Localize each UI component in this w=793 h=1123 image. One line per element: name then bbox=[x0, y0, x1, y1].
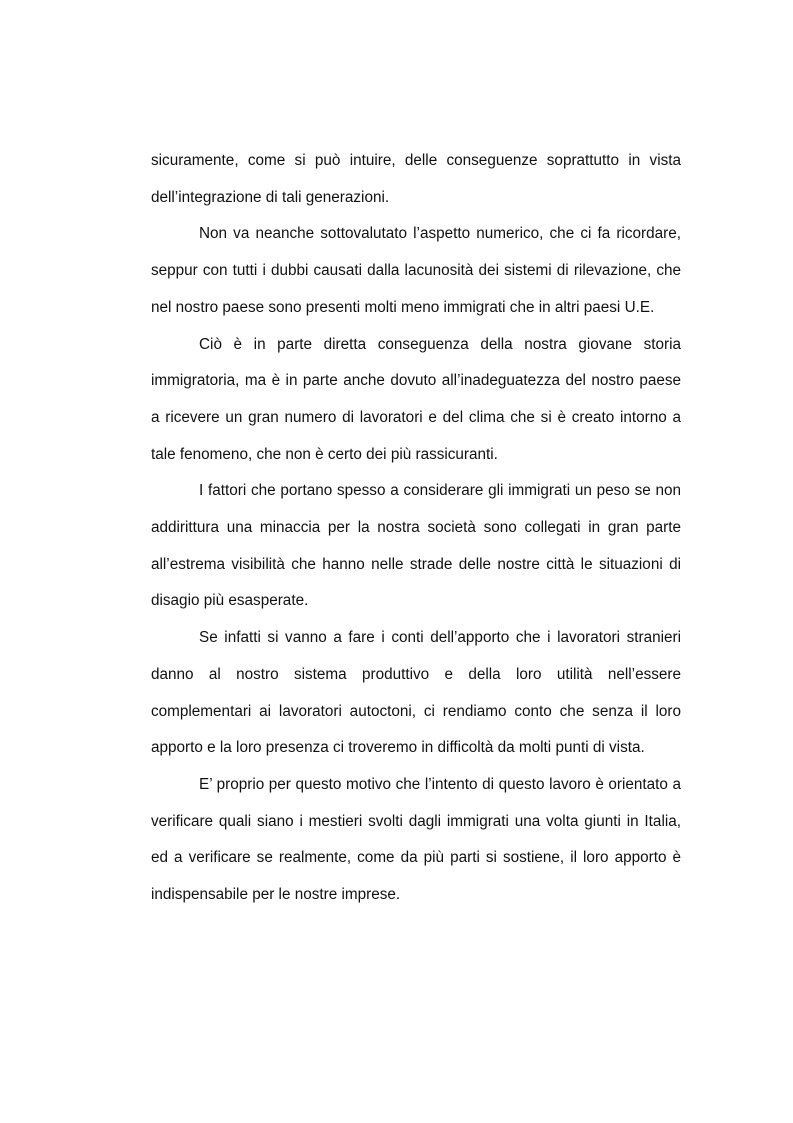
paragraph-6: E’ proprio per questo motivo che l’intento di questo lavoro è orientato a verificare quali siano i mestieri svolti dagli immigrati una volta giunti in Italia, ed a verificare se realmente, come da più parti si sostiene, il loro apporto è indispensabile per le nostre imprese. bbox=[151, 775, 681, 904]
paragraph-2: Non va neanche sottovalutato l’aspetto numerico, che ci fa ricordare, seppur con tutti i dubbi causati dalla lacunosità dei sistemi di rilevazione, che nel nostro paese sono presenti molti meno immigrati che in altri paesi U.E. bbox=[151, 225, 681, 316]
paragraph-4: I fattori che portano spesso a considerare gli immigrati un peso se non addirittura una minaccia per la nostra società sono collegati in gran parte all’estrema visibilità che hanno nelle strade delle nostre città le situazioni di disagio più esasperate. bbox=[151, 482, 681, 610]
body-text bbox=[151, 143, 681, 914]
paragraph-5: Se infatti si vanno a fare i conti dell’apporto che i lavoratori stranieri danno al nostro sistema produttivo e della loro utilità nell’essere complementari ai lavoratori autoctoni, ci rendiamo conto che senza il loro apporto e la loro presenza ci troveremo in difficoltà da molti punti di vista. bbox=[151, 629, 681, 757]
paragraph-3: Ciò è in parte diretta conseguenza della nostra giovane storia immigratoria, ma è in parte anche dovuto all’inadeguatezza del nostro paese a ricevere un gran numero di lavoratori e del clima che si è creato intorno a tale fenomeno, che non è certo dei più rassicuranti. bbox=[151, 335, 681, 463]
paragraph-1: sicuramente, come si può intuire, delle conseguenze soprattutto in vista dell’integrazione di tali generazioni. bbox=[151, 152, 681, 206]
